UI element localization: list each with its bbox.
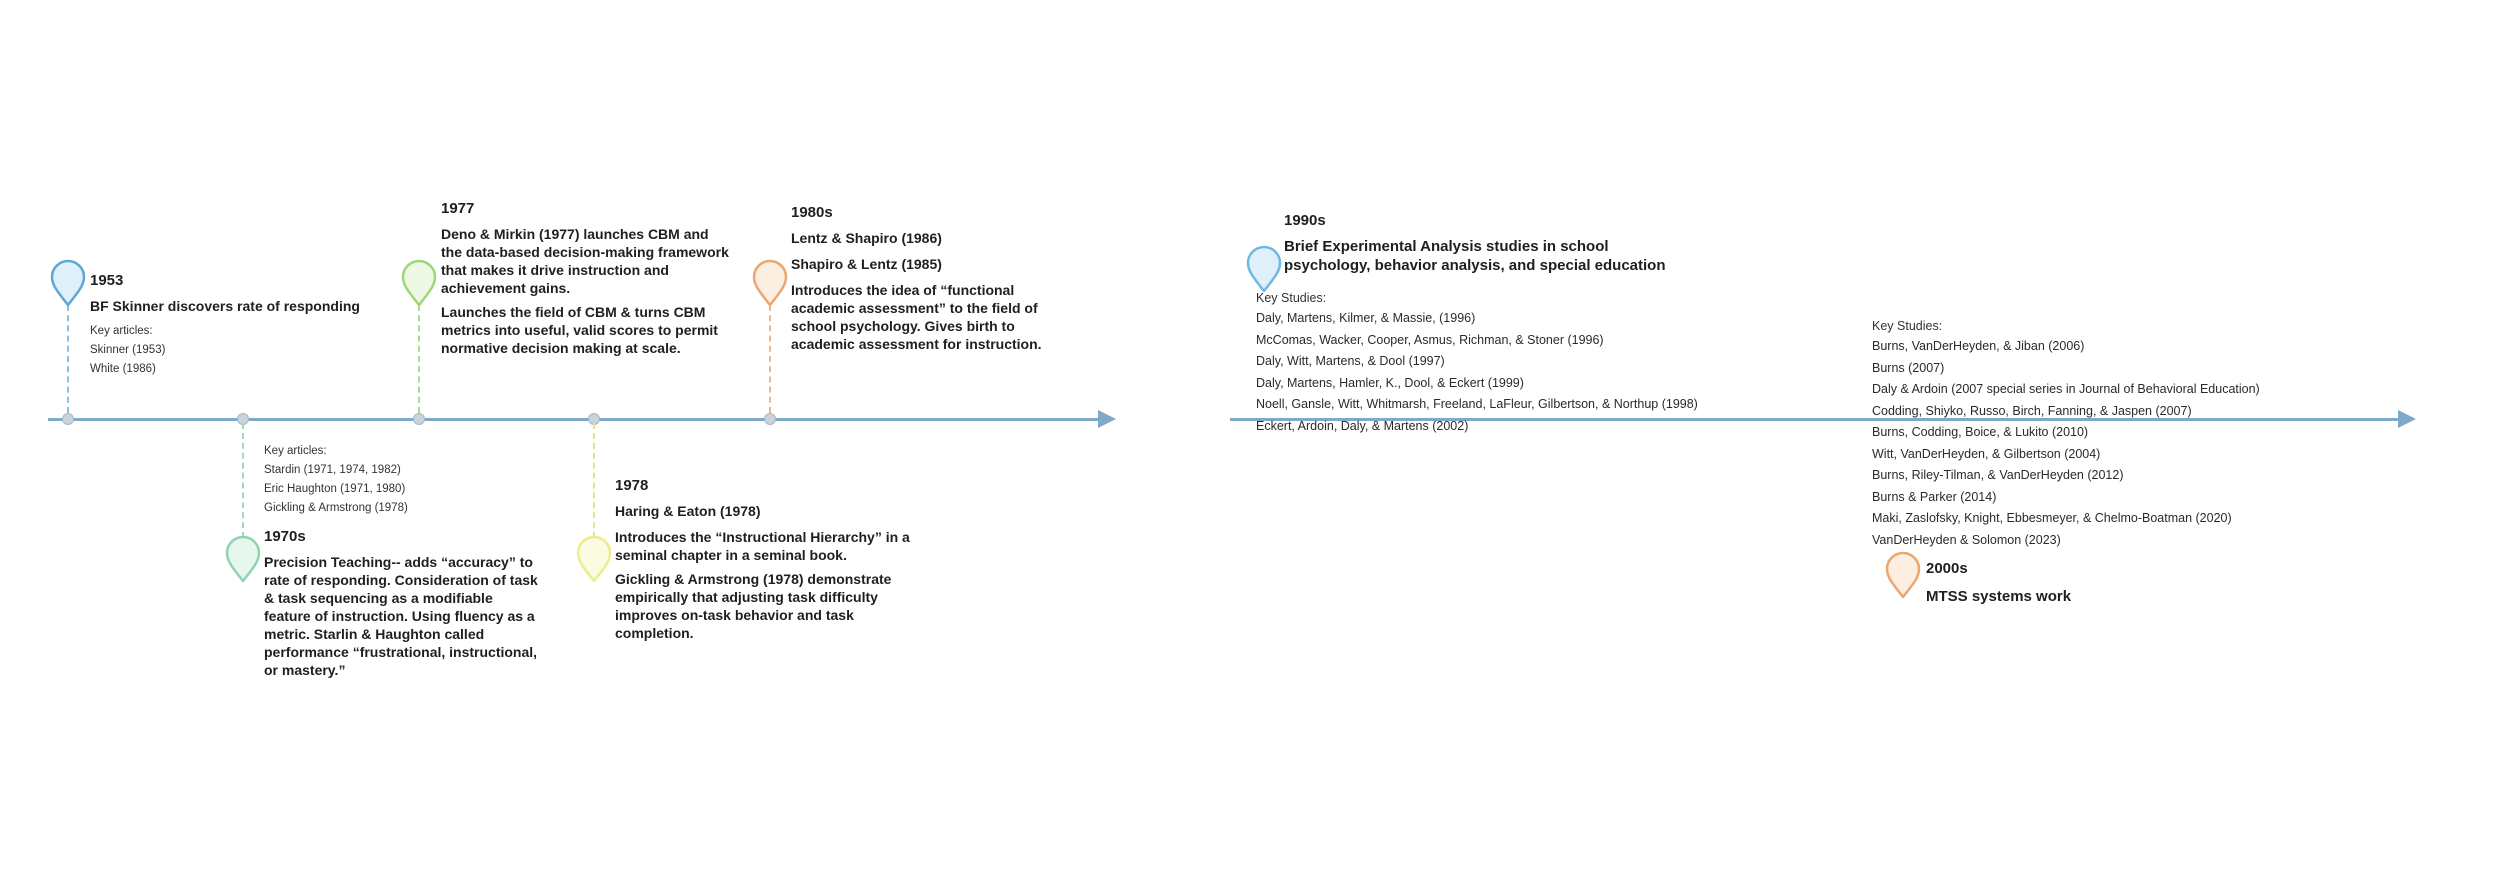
event-1980s <box>791 204 1091 359</box>
studies-list <box>1256 308 1816 437</box>
event-1953 <box>90 272 390 379</box>
map-pin-icon <box>575 534 613 582</box>
study-item: Eckert, Ardoin, Daly, & Martens (2002) <box>1256 418 1469 433</box>
study-item: Burns, Codding, Boice, & Lukito (2010) <box>1872 425 2089 439</box>
event-year: 2000s <box>1926 560 1968 577</box>
event-description: Launches the field of CBM & turns CBM metrics into useful, valid scores to permit normative decision making at scale. <box>441 304 718 356</box>
key-studies-label: Key Studies: <box>1256 291 1327 305</box>
study-item: Maki, Zaslofsky, Knight, Ebbesmeyer, & Chelmo-Boatman (2020) <box>1872 511 2232 525</box>
articles-list <box>264 461 564 518</box>
timeline-tick <box>413 413 425 425</box>
event-year: 1970s <box>264 528 306 545</box>
connector-line <box>769 305 771 413</box>
timeline-arrowhead-left <box>1098 410 1116 428</box>
study-item: Daly, Witt, Martens, & Dool (1997) <box>1256 354 1445 368</box>
event-headline: Brief Experimental Analysis studies in school psychology, behavior analysis, and special education <box>1284 238 1666 274</box>
article-item: Eric Haughton (1971, 1980) <box>264 483 406 495</box>
map-pin-icon <box>49 258 87 306</box>
timeline-axis-left <box>48 418 1100 421</box>
timeline-arrowhead-right <box>2398 410 2416 428</box>
article-item: Skinner (1953) <box>90 344 166 356</box>
map-pin-icon <box>224 534 262 582</box>
map-pin-icon <box>400 258 438 306</box>
article-item: Stardin (1971, 1974, 1982) <box>264 464 401 476</box>
article-item: White (1986) <box>90 363 156 375</box>
study-item: Daly, Martens, Hamler, K., Dool, & Eckert (1999) <box>1256 375 1524 390</box>
event-description: Deno & Mirkin (1977) launches CBM and the data-based decision-making framework that makes it drive instruction and achievement gains. <box>441 226 729 296</box>
timeline-tick <box>62 413 74 425</box>
event-reference: Lentz & Shapiro (1986) <box>791 230 942 246</box>
event-year: 1980s <box>791 204 833 221</box>
study-item: VanDerHeyden & Solomon (2023) <box>1872 532 2061 547</box>
key-studies-2000s <box>1872 317 2392 551</box>
left-timeline-panel <box>0 0 1150 889</box>
event-year: 1978 <box>615 477 649 494</box>
connector-line <box>418 305 420 413</box>
map-pin-icon <box>751 258 789 306</box>
event-2000s <box>1926 560 2226 612</box>
article-item: Gickling & Armstrong (1978) <box>264 502 408 514</box>
event-description: Gickling & Armstrong (1978) demonstrate empirically that adjusting task difficulty improves on-task behavior and task completion. <box>615 571 892 641</box>
articles-list <box>90 341 390 379</box>
study-item: McComas, Wacker, Cooper, Asmus, Richman, & Stoner (1996) <box>1256 332 1604 347</box>
key-studies-1990s <box>1256 289 1816 437</box>
event-1990s <box>1284 212 1684 281</box>
right-timeline-panel <box>1200 0 2500 889</box>
study-item: Daly & Ardoin (2007 special series in Journal of Behavioral Education) <box>1872 382 2260 396</box>
study-item: Noell, Gansle, Witt, Whitmarsh, Freeland, LaFleur, Gilbertson, & Northup (1998) <box>1256 397 1698 411</box>
study-item: Burns, Riley-Tilman, & VanDerHeyden (2012) <box>1872 468 2124 482</box>
event-1970s <box>264 442 564 685</box>
timeline-tick <box>764 413 776 425</box>
study-item: Daly, Martens, Kilmer, & Massie, (1996) <box>1256 311 1476 325</box>
event-reference: Shapiro & Lentz (1985) <box>791 256 942 272</box>
event-1978 <box>615 477 915 648</box>
event-1977 <box>441 200 731 363</box>
study-item: Burns (2007) <box>1872 360 1945 375</box>
key-articles-label: Key articles: <box>264 445 327 457</box>
map-pin-icon <box>1884 550 1922 598</box>
key-articles-label: Key articles: <box>90 325 153 337</box>
map-pin-icon <box>1245 244 1283 292</box>
study-item: Burns, VanDerHeyden, & Jiban (2006) <box>1872 339 2085 353</box>
connector-line <box>242 423 244 538</box>
event-description: Introduces the “Instructional Hierarchy” in a seminal chapter in a seminal book. <box>615 529 910 563</box>
study-item: Witt, VanDerHeyden, & Gilbertson (2004) <box>1872 446 2101 461</box>
connector-line <box>593 423 595 538</box>
event-description: Precision Teaching-- adds “accuracy” to rate of responding. Consideration of task & task sequencing as a modifiable feature of instruction. Using fluency as a metric. Starlin & Haughton called performance “frustrational, instructional, or mastery.” <box>264 554 538 678</box>
event-headline: BF Skinner discovers rate of responding <box>90 298 360 314</box>
study-item: Codding, Shiyko, Russo, Birch, Fanning, & Jaspen (2007) <box>1872 403 2192 418</box>
key-studies-label: Key Studies: <box>1872 319 1943 333</box>
study-item: Burns & Parker (2014) <box>1872 489 1997 504</box>
event-year: 1953 <box>90 272 124 289</box>
event-reference: Haring & Eaton (1978) <box>615 503 761 519</box>
event-year: 1990s <box>1284 212 1326 229</box>
event-year: 1977 <box>441 200 475 217</box>
event-headline: MTSS systems work <box>1926 588 2072 605</box>
connector-line <box>67 305 69 413</box>
studies-list <box>1872 336 2392 551</box>
event-description: Introduces the idea of “functional academic assessment” to the field of school psychology. Gives birth to academic assessment for instruction. <box>791 282 1042 352</box>
